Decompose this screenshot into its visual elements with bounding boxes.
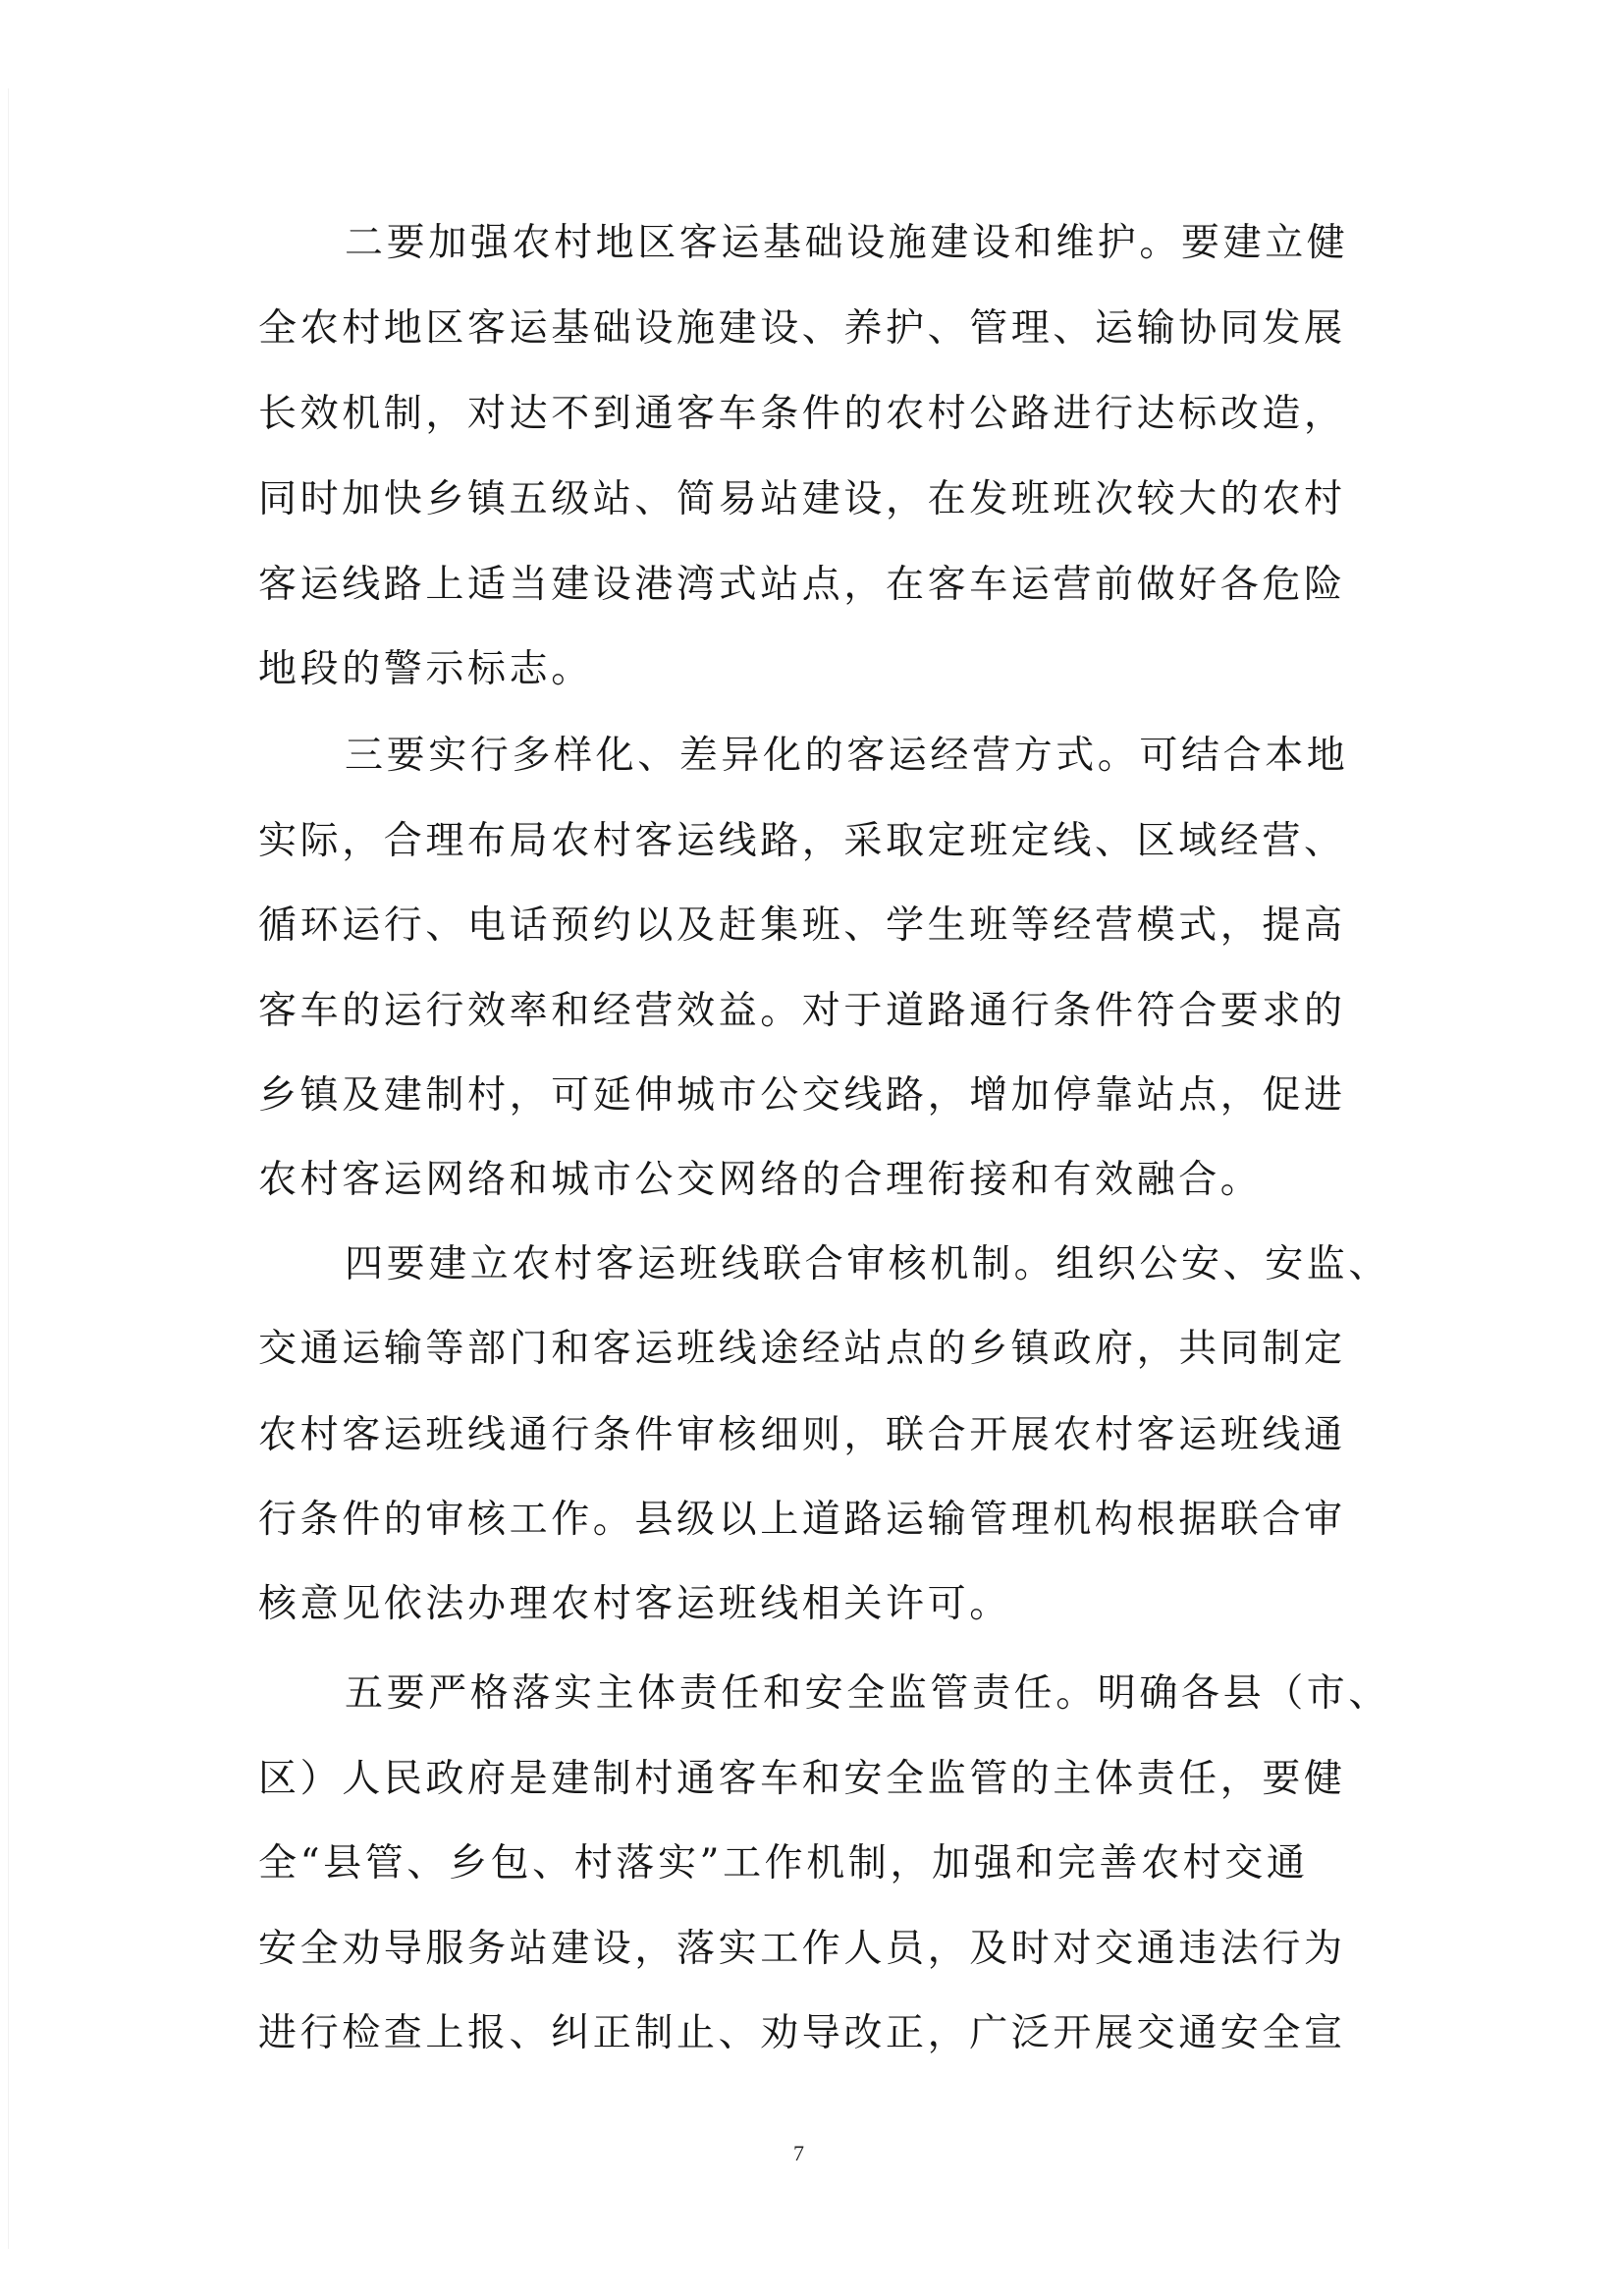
paragraph-3-line-3: 循环运行、电话预约以及赶集班、学生班等经营模式，提高 — [258, 903, 1346, 948]
scan-edge-shadow — [8, 88, 9, 2249]
paragraph-4-line-5: 核意见依法办理农村客运班线相关许可。 — [258, 1582, 1011, 1626]
paragraph-3-line-1: 三要实行多样化、差异化的客运经营方式。可结合本地 — [345, 734, 1349, 778]
paragraph-3-line-6: 农村客运网络和城市公交网络的合理衔接和有效融合。 — [258, 1158, 1263, 1202]
paragraph-2-line-1: 二要加强农村地区客运基础设施建设和维护。要建立健 — [345, 221, 1349, 265]
paragraph-2-line-3: 长效机制，对达不到通客车条件的农村公路进行达标改造， — [258, 392, 1346, 436]
paragraph-5-line-5: 进行检查上报、纠正制止、劝导改正，广泛开展交通安全宣 — [258, 2011, 1346, 2055]
paragraph-5-line-1: 五要严格落实主体责任和安全监管责任。明确各县（市、 — [345, 1671, 1391, 1716]
page-number: 7 — [793, 2141, 804, 2165]
paragraph-4-line-1: 四要建立农村客运班线联合审核机制。组织公安、安监、 — [345, 1242, 1391, 1286]
paragraph-5-line-3: 全“县管、乡包、村落实”工作机制，加强和完善农村交通 — [258, 1841, 1309, 1886]
paragraph-3-line-5: 乡镇及建制村，可延伸城市公交线路，增加停靠站点，促进 — [258, 1073, 1346, 1118]
paragraph-2-line-5: 客运线路上适当建设港湾式站点，在客车运营前做好各危险 — [258, 563, 1346, 607]
paragraph-5-line-4: 安全劝导服务站建设，落实工作人员，及时对交通违法行为 — [258, 1927, 1346, 1971]
paragraph-4-line-3: 农村客运班线通行条件审核细则，联合开展农村客运班线通 — [258, 1413, 1346, 1457]
paragraph-5-line-2: 区）人民政府是建制村通客车和安全监管的主体责任，要健 — [258, 1757, 1346, 1801]
paragraph-4-line-2: 交通运输等部门和客运班线途经站点的乡镇政府，共同制定 — [258, 1327, 1346, 1371]
paragraph-4-line-4: 行条件的审核工作。县级以上道路运输管理机构根据联合审 — [258, 1498, 1346, 1542]
paragraph-2-line-4: 同时加快乡镇五级站、简易站建设，在发班班次较大的农村 — [258, 477, 1346, 521]
paragraph-3-line-4: 客车的运行效率和经营效益。对于道路通行条件符合要求的 — [258, 989, 1346, 1033]
paragraph-3-line-2: 实际，合理布局农村客运线路，采取定班定线、区域经营、 — [258, 819, 1346, 863]
paragraph-2-line-2: 全农村地区客运基础设施建设、养护、管理、运输协同发展 — [258, 306, 1346, 351]
paragraph-2-line-6: 地段的警示标志。 — [258, 647, 593, 691]
